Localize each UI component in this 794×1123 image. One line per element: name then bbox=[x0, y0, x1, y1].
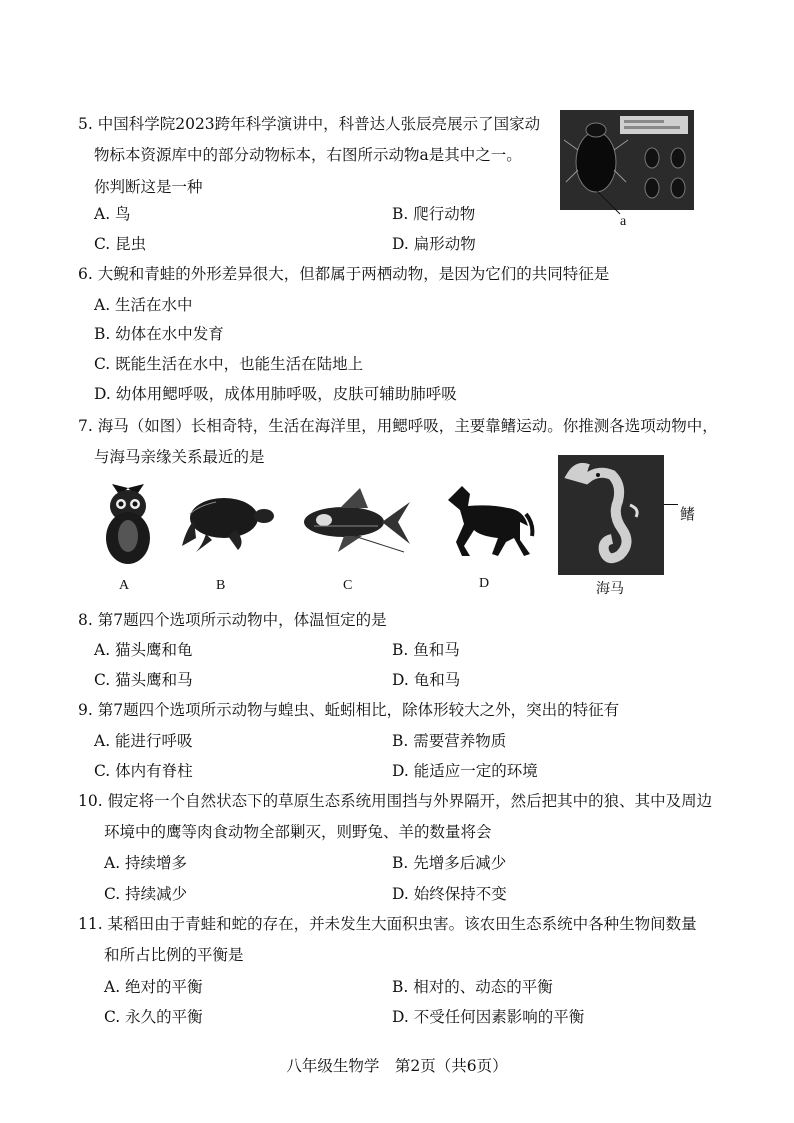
q5-option-b: B. 爬行动物 bbox=[392, 205, 476, 223]
q10-option-d: D. 始终保持不变 bbox=[392, 885, 507, 903]
q11-option-c: C. 永久的平衡 bbox=[104, 1008, 203, 1026]
q11-stem-line1: 11. 某稻田由于青蛙和蛇的存在，并未发生大面积虫害。该农田生态系统中各种生物间数量 bbox=[78, 915, 697, 933]
q6-option-a: A. 生活在水中 bbox=[94, 296, 193, 314]
q10-option-a: A. 持续增多 bbox=[104, 854, 188, 872]
q7-label-a: A bbox=[119, 578, 130, 593]
q5-stem-line3: 你判断这是一种 bbox=[94, 178, 203, 196]
q9-stem: 9. 第7题四个选项所示动物与蝗虫、蚯蚓相比，除体形较大之外，突出的特征有 bbox=[78, 701, 620, 719]
q7-label-d: D bbox=[479, 576, 490, 591]
q8-option-a: A. 猫头鹰和龟 bbox=[94, 641, 193, 659]
q5-stem-line1: 5. 中国科学院2023跨年科学演讲中，科普达人张辰亮展示了国家动 bbox=[78, 115, 541, 133]
q10-stem-line1: 10. 假定将一个自然状态下的草原生态系统用围挡与外界隔开，然后把其中的狼、其中及周边 bbox=[78, 792, 713, 810]
q5-option-d: D. 扁形动物 bbox=[392, 235, 476, 253]
fish-illustration bbox=[294, 486, 416, 556]
q6-stem: 6. 大鲵和青蛙的外形差异很大，但都属于两栖动物，是因为它们的共同特征是 bbox=[78, 265, 610, 283]
seahorse-caption: 海马 bbox=[596, 582, 624, 597]
q6-option-d: D. 幼体用鳃呼吸，成体用肺呼吸，皮肤可辅助肺呼吸 bbox=[94, 385, 457, 403]
q6-option-c: C. 既能生活在水中，也能生活在陆地上 bbox=[94, 355, 364, 373]
owl-illustration bbox=[100, 478, 156, 566]
q8-option-c: C. 猫头鹰和马 bbox=[94, 671, 193, 689]
q7-label-b: B bbox=[216, 578, 226, 593]
q11-option-a: A. 绝对的平衡 bbox=[104, 978, 203, 996]
turtle-illustration bbox=[176, 490, 276, 554]
q10-stem-line2: 环境中的鹰等肉食动物全部剿灭，则野兔、羊的数量将会 bbox=[104, 823, 492, 841]
q8-stem: 8. 第7题四个选项所示动物中，体温恒定的是 bbox=[78, 611, 387, 629]
q7-label-c: C bbox=[343, 578, 353, 593]
q8-option-d: D. 龟和马 bbox=[392, 671, 461, 689]
q6-option-b: B. 幼体在水中发育 bbox=[94, 325, 224, 343]
q9-option-d: D. 能适应一定的环境 bbox=[392, 762, 538, 780]
q7-stem-line2: 与海马亲缘关系最近的是 bbox=[94, 448, 265, 466]
q10-option-b: B. 先增多后减少 bbox=[392, 854, 507, 872]
q9-option-a: A. 能进行呼吸 bbox=[94, 732, 193, 750]
fin-pointer-line bbox=[664, 504, 678, 505]
q10-option-c: C. 持续减少 bbox=[104, 885, 188, 903]
page-footer: 八年级生物学 第2页（共6页） bbox=[286, 1057, 508, 1075]
q8-option-b: B. 鱼和马 bbox=[392, 641, 460, 659]
q5-option-a: A. 鸟 bbox=[94, 205, 131, 223]
q11-option-d: D. 不受任何因素影响的平衡 bbox=[392, 1008, 585, 1026]
q5-figure-label-a: a bbox=[620, 214, 627, 229]
seahorse-photo bbox=[558, 455, 664, 575]
q11-option-b: B. 相对的、动态的平衡 bbox=[392, 978, 553, 996]
q9-option-c: C. 体内有脊柱 bbox=[94, 762, 193, 780]
fin-label: 鳍 bbox=[680, 507, 696, 523]
horse-illustration bbox=[440, 480, 536, 560]
q7-stem-line1: 7. 海马（如图）长相奇特，生活在海洋里，用鳃呼吸，主要靠鳍运动。你推测各选项动物中， bbox=[78, 417, 718, 435]
q9-option-b: B. 需要营养物质 bbox=[392, 732, 507, 750]
q5-option-c: C. 昆虫 bbox=[94, 235, 147, 253]
q5-stem-line2: 物标本资源库中的部分动物标本，右图所示动物a是其中之一。 bbox=[94, 146, 522, 164]
q11-stem-line2: 和所占比例的平衡是 bbox=[104, 946, 244, 964]
beetle-specimen-photo bbox=[560, 110, 694, 230]
